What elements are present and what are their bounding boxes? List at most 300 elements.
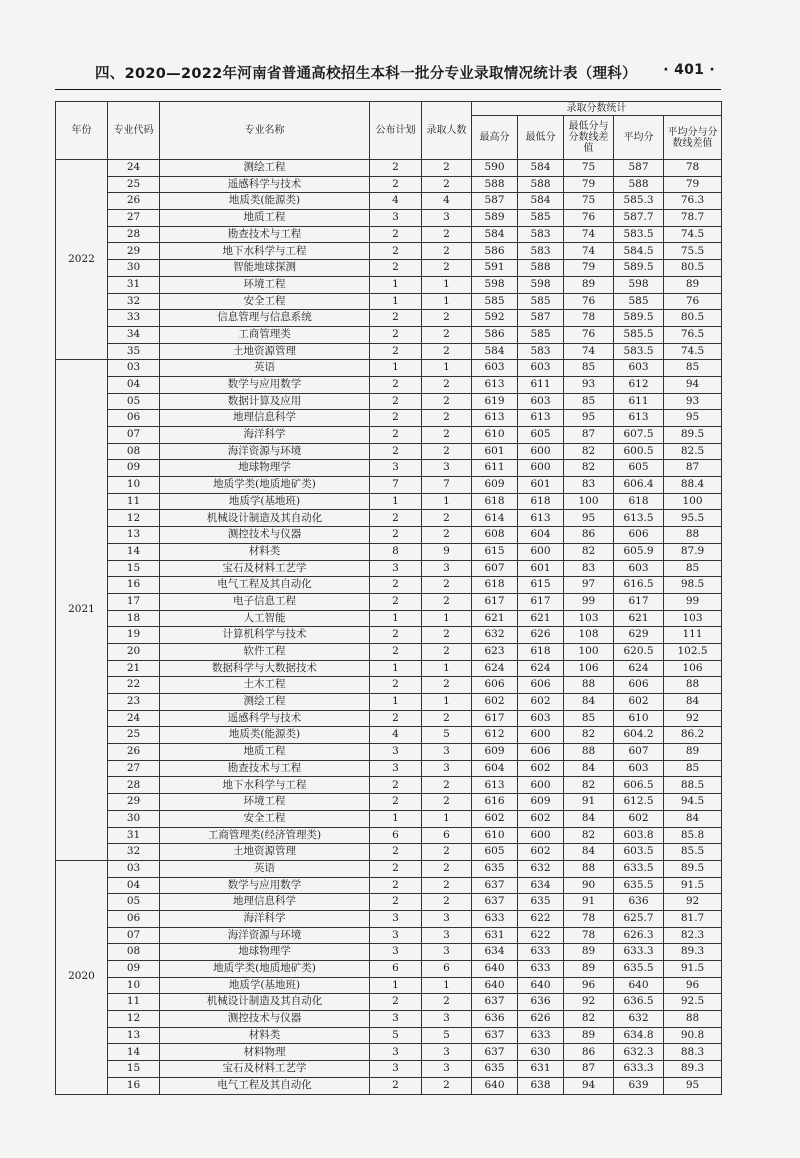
avg-diff-cell: 76: [664, 293, 722, 310]
plan-cell: 1: [370, 610, 422, 627]
min-cell: 609: [518, 794, 564, 811]
admitted-cell: 2: [422, 326, 472, 343]
avg-cell: 629: [614, 627, 664, 644]
code-cell: 27: [108, 760, 160, 777]
avg-cell: 603: [614, 560, 664, 577]
plan-cell: 2: [370, 260, 422, 277]
name-cell: 工商管理类(经济管理类): [160, 827, 370, 844]
max-cell: 618: [472, 577, 518, 594]
admitted-cell: 3: [422, 744, 472, 761]
avg-cell: 612: [614, 376, 664, 393]
max-cell: 616: [472, 794, 518, 811]
min-cell: 601: [518, 560, 564, 577]
plan-cell: 3: [370, 760, 422, 777]
admitted-cell: 2: [422, 427, 472, 444]
avg-diff-cell: 74.5: [664, 343, 722, 360]
name-cell: 地理信息科学: [160, 894, 370, 911]
admitted-cell: 2: [422, 994, 472, 1011]
name-cell: 智能地球探测: [160, 260, 370, 277]
name-cell: 英语: [160, 860, 370, 877]
name-cell: 土地资源管理: [160, 343, 370, 360]
admitted-cell: 7: [422, 477, 472, 494]
max-cell: 640: [472, 1077, 518, 1094]
min-cell: 618: [518, 643, 564, 660]
avg-cell: 636.5: [614, 994, 664, 1011]
plan-cell: 2: [370, 844, 422, 861]
max-cell: 637: [472, 877, 518, 894]
code-cell: 20: [108, 643, 160, 660]
code-cell: 22: [108, 677, 160, 694]
min-cell: 598: [518, 276, 564, 293]
plan-cell: 2: [370, 510, 422, 527]
min-diff-cell: 78: [564, 927, 614, 944]
min-diff-cell: 84: [564, 844, 614, 861]
min-diff-cell: 106: [564, 660, 614, 677]
max-cell: 611: [472, 460, 518, 477]
admitted-cell: 2: [422, 176, 472, 193]
avg-cell: 616.5: [614, 577, 664, 594]
code-cell: 14: [108, 1044, 160, 1061]
code-cell: 29: [108, 794, 160, 811]
avg-diff-cell: 100: [664, 493, 722, 510]
table-row: [56, 376, 722, 393]
table-row: [56, 443, 722, 460]
admitted-cell: 1: [422, 977, 472, 994]
name-cell: 地下水科学与工程: [160, 777, 370, 794]
code-cell: 08: [108, 443, 160, 460]
min-cell: 585: [518, 210, 564, 227]
code-cell: 19: [108, 627, 160, 644]
name-cell: 地质学(基地班): [160, 493, 370, 510]
admitted-cell: 1: [422, 293, 472, 310]
code-cell: 05: [108, 894, 160, 911]
admitted-cell: 2: [422, 577, 472, 594]
admitted-cell: 2: [422, 894, 472, 911]
code-cell: 34: [108, 326, 160, 343]
code-cell: 18: [108, 610, 160, 627]
admitted-cell: 2: [422, 527, 472, 544]
admitted-cell: 2: [422, 226, 472, 243]
min-diff-cell: 74: [564, 343, 614, 360]
max-cell: 618: [472, 493, 518, 510]
avg-cell: 583.5: [614, 343, 664, 360]
admitted-cell: 2: [422, 243, 472, 260]
table-row: [56, 210, 722, 227]
plan-cell: 6: [370, 827, 422, 844]
avg-diff-cell: 92: [664, 710, 722, 727]
min-cell: 584: [518, 160, 564, 177]
table-row: [56, 527, 722, 544]
code-cell: 25: [108, 176, 160, 193]
admitted-cell: 2: [422, 777, 472, 794]
table-row: [56, 977, 722, 994]
admitted-cell: 1: [422, 493, 472, 510]
year-cell: 2020: [56, 860, 108, 1094]
avg-cell: 626.3: [614, 927, 664, 944]
code-cell: 08: [108, 944, 160, 961]
table-row: [56, 326, 722, 343]
avg-cell: 606.5: [614, 777, 664, 794]
min-cell: 605: [518, 427, 564, 444]
name-cell: 地下水科学与工程: [160, 243, 370, 260]
admitted-cell: 1: [422, 660, 472, 677]
code-cell: 10: [108, 477, 160, 494]
col-header-admitted: 录取人数: [422, 102, 472, 160]
avg-diff-cell: 95.5: [664, 510, 722, 527]
plan-cell: 2: [370, 677, 422, 694]
avg-cell: 606: [614, 677, 664, 694]
table-row: [56, 543, 722, 560]
admitted-cell: 5: [422, 1027, 472, 1044]
code-cell: 06: [108, 910, 160, 927]
plan-cell: 1: [370, 660, 422, 677]
plan-cell: 3: [370, 927, 422, 944]
min-diff-cell: 82: [564, 543, 614, 560]
min-cell: 632: [518, 860, 564, 877]
admitted-cell: 3: [422, 760, 472, 777]
min-cell: 636: [518, 994, 564, 1011]
avg-diff-cell: 88: [664, 677, 722, 694]
avg-diff-cell: 85.8: [664, 827, 722, 844]
table-row: [56, 877, 722, 894]
min-cell: 603: [518, 710, 564, 727]
code-cell: 35: [108, 343, 160, 360]
max-cell: 586: [472, 326, 518, 343]
avg-cell: 632.3: [614, 1044, 664, 1061]
col-header-year: 年份: [56, 102, 108, 160]
min-diff-cell: 87: [564, 1061, 614, 1078]
admitted-cell: 3: [422, 210, 472, 227]
min-cell: 631: [518, 1061, 564, 1078]
min-cell: 633: [518, 961, 564, 978]
table-row: [56, 243, 722, 260]
table-row: [56, 643, 722, 660]
col-header-score-group: 录取分数统计: [472, 102, 722, 116]
max-cell: 635: [472, 860, 518, 877]
name-cell: 宝石及材料工艺学: [160, 1061, 370, 1078]
admitted-cell: 2: [422, 643, 472, 660]
avg-diff-cell: 76.5: [664, 326, 722, 343]
code-cell: 07: [108, 427, 160, 444]
avg-cell: 585.3: [614, 193, 664, 210]
code-cell: 24: [108, 710, 160, 727]
code-cell: 27: [108, 210, 160, 227]
plan-cell: 2: [370, 710, 422, 727]
min-diff-cell: 94: [564, 1077, 614, 1094]
admitted-cell: 1: [422, 694, 472, 711]
col-header-plan: 公布计划: [370, 102, 422, 160]
max-cell: 584: [472, 226, 518, 243]
admitted-cell: 3: [422, 1061, 472, 1078]
name-cell: 材料类: [160, 1027, 370, 1044]
plan-cell: 1: [370, 810, 422, 827]
max-cell: 635: [472, 1061, 518, 1078]
plan-cell: 2: [370, 527, 422, 544]
plan-cell: 1: [370, 293, 422, 310]
code-cell: 03: [108, 860, 160, 877]
avg-diff-cell: 88.4: [664, 477, 722, 494]
table-row: [56, 310, 722, 327]
min-cell: 613: [518, 410, 564, 427]
avg-diff-cell: 88: [664, 1011, 722, 1028]
avg-cell: 621: [614, 610, 664, 627]
min-cell: 613: [518, 510, 564, 527]
min-diff-cell: 95: [564, 510, 614, 527]
avg-cell: 640: [614, 977, 664, 994]
min-diff-cell: 103: [564, 610, 614, 627]
min-cell: 617: [518, 593, 564, 610]
max-cell: 607: [472, 560, 518, 577]
max-cell: 610: [472, 427, 518, 444]
plan-cell: 5: [370, 1027, 422, 1044]
min-diff-cell: 89: [564, 944, 614, 961]
avg-cell: 585.5: [614, 326, 664, 343]
table-row: [56, 360, 722, 377]
max-cell: 637: [472, 1027, 518, 1044]
year-cell: 2022: [56, 160, 108, 360]
name-cell: 测绘工程: [160, 160, 370, 177]
max-cell: 609: [472, 477, 518, 494]
avg-cell: 620.5: [614, 643, 664, 660]
min-cell: 603: [518, 360, 564, 377]
avg-diff-cell: 95: [664, 1077, 722, 1094]
admitted-cell: 1: [422, 360, 472, 377]
name-cell: 数学与应用数学: [160, 376, 370, 393]
code-cell: 28: [108, 777, 160, 794]
code-cell: 17: [108, 593, 160, 610]
max-cell: 603: [472, 360, 518, 377]
avg-diff-cell: 86.2: [664, 727, 722, 744]
avg-cell: 610: [614, 710, 664, 727]
min-diff-cell: 83: [564, 560, 614, 577]
min-diff-cell: 90: [564, 877, 614, 894]
avg-cell: 633.3: [614, 1061, 664, 1078]
col-header-code: 专业代码: [108, 102, 160, 160]
table-row: [56, 160, 722, 177]
name-cell: 地球物理学: [160, 944, 370, 961]
min-diff-cell: 92: [564, 994, 614, 1011]
table-row: [56, 961, 722, 978]
avg-cell: 603.5: [614, 844, 664, 861]
avg-diff-cell: 89.5: [664, 860, 722, 877]
avg-diff-cell: 89.3: [664, 944, 722, 961]
admitted-cell: 3: [422, 927, 472, 944]
min-cell: 603: [518, 393, 564, 410]
code-cell: 07: [108, 927, 160, 944]
avg-cell: 618: [614, 493, 664, 510]
min-diff-cell: 75: [564, 160, 614, 177]
avg-diff-cell: 111: [664, 627, 722, 644]
max-cell: 608: [472, 527, 518, 544]
min-cell: 615: [518, 577, 564, 594]
table-row: [56, 627, 722, 644]
table-row: [56, 994, 722, 1011]
admitted-cell: 2: [422, 260, 472, 277]
col-header-avg-diff: 平均分与分数线差值: [664, 116, 722, 160]
max-cell: 585: [472, 293, 518, 310]
avg-diff-cell: 79: [664, 176, 722, 193]
plan-cell: 3: [370, 1011, 422, 1028]
max-cell: 640: [472, 977, 518, 994]
code-cell: 04: [108, 877, 160, 894]
min-diff-cell: 82: [564, 1011, 614, 1028]
min-diff-cell: 97: [564, 577, 614, 594]
avg-diff-cell: 106: [664, 660, 722, 677]
code-cell: 24: [108, 160, 160, 177]
min-cell: 621: [518, 610, 564, 627]
admitted-cell: 2: [422, 627, 472, 644]
avg-cell: 607.5: [614, 427, 664, 444]
avg-diff-cell: 98.5: [664, 577, 722, 594]
table-row: [56, 427, 722, 444]
table-row: [56, 660, 722, 677]
table-row: [56, 944, 722, 961]
plan-cell: 2: [370, 860, 422, 877]
name-cell: 海洋资源与环境: [160, 443, 370, 460]
max-cell: 613: [472, 376, 518, 393]
min-diff-cell: 85: [564, 393, 614, 410]
max-cell: 604: [472, 760, 518, 777]
max-cell: 615: [472, 543, 518, 560]
avg-cell: 624: [614, 660, 664, 677]
name-cell: 测绘工程: [160, 694, 370, 711]
name-cell: 测控技术与仪器: [160, 527, 370, 544]
name-cell: 地质工程: [160, 210, 370, 227]
plan-cell: 4: [370, 193, 422, 210]
plan-cell: 2: [370, 326, 422, 343]
col-header-min-diff: 最低分与分数线差值: [564, 116, 614, 160]
plan-cell: 7: [370, 477, 422, 494]
min-cell: 584: [518, 193, 564, 210]
name-cell: 安全工程: [160, 810, 370, 827]
min-diff-cell: 76: [564, 293, 614, 310]
table-row: [56, 343, 722, 360]
min-diff-cell: 89: [564, 276, 614, 293]
table-row: [56, 860, 722, 877]
max-cell: 617: [472, 710, 518, 727]
name-cell: 土地资源管理: [160, 844, 370, 861]
name-cell: 土木工程: [160, 677, 370, 694]
table-row: [56, 710, 722, 727]
name-cell: 宝石及材料工艺学: [160, 560, 370, 577]
max-cell: 632: [472, 627, 518, 644]
max-cell: 587: [472, 193, 518, 210]
avg-cell: 607: [614, 744, 664, 761]
min-diff-cell: 91: [564, 894, 614, 911]
avg-diff-cell: 82.5: [664, 443, 722, 460]
name-cell: 地质类(能源类): [160, 193, 370, 210]
avg-diff-cell: 75.5: [664, 243, 722, 260]
plan-cell: 2: [370, 160, 422, 177]
table-row: [56, 677, 722, 694]
code-cell: 32: [108, 293, 160, 310]
table-row: [56, 276, 722, 293]
admitted-cell: 3: [422, 1044, 472, 1061]
min-diff-cell: 89: [564, 961, 614, 978]
min-cell: 640: [518, 977, 564, 994]
name-cell: 机械设计制造及其自动化: [160, 994, 370, 1011]
plan-cell: 3: [370, 460, 422, 477]
plan-cell: 3: [370, 1061, 422, 1078]
max-cell: 631: [472, 927, 518, 944]
page-number: · 401 ·: [663, 62, 715, 78]
min-diff-cell: 88: [564, 860, 614, 877]
avg-cell: 589.5: [614, 260, 664, 277]
plan-cell: 3: [370, 560, 422, 577]
min-cell: 622: [518, 927, 564, 944]
min-cell: 638: [518, 1077, 564, 1094]
min-cell: 587: [518, 310, 564, 327]
avg-diff-cell: 78.7: [664, 210, 722, 227]
code-cell: 13: [108, 1027, 160, 1044]
avg-diff-cell: 89: [664, 744, 722, 761]
avg-cell: 600.5: [614, 443, 664, 460]
table-row: [56, 477, 722, 494]
avg-diff-cell: 85: [664, 760, 722, 777]
code-cell: 06: [108, 410, 160, 427]
admitted-cell: 2: [422, 376, 472, 393]
name-cell: 地质学类(地质地矿类): [160, 961, 370, 978]
page-header: [55, 58, 715, 88]
code-cell: 15: [108, 1061, 160, 1078]
avg-cell: 603: [614, 360, 664, 377]
avg-cell: 603.8: [614, 827, 664, 844]
min-cell: 600: [518, 443, 564, 460]
avg-cell: 636: [614, 894, 664, 911]
name-cell: 海洋科学: [160, 910, 370, 927]
name-cell: 勘查技术与工程: [160, 760, 370, 777]
table-row: [56, 293, 722, 310]
avg-cell: 602: [614, 694, 664, 711]
min-diff-cell: 88: [564, 744, 614, 761]
min-cell: 626: [518, 627, 564, 644]
table-row: [56, 510, 722, 527]
avg-diff-cell: 94.5: [664, 794, 722, 811]
avg-diff-cell: 88: [664, 527, 722, 544]
name-cell: 数学与应用数学: [160, 877, 370, 894]
plan-cell: 3: [370, 210, 422, 227]
plan-cell: 3: [370, 944, 422, 961]
table-row: [56, 176, 722, 193]
table-row: [56, 694, 722, 711]
avg-cell: 583.5: [614, 226, 664, 243]
admitted-cell: 2: [422, 393, 472, 410]
admitted-cell: 2: [422, 710, 472, 727]
avg-diff-cell: 96: [664, 977, 722, 994]
min-cell: 633: [518, 1027, 564, 1044]
plan-cell: 1: [370, 977, 422, 994]
min-cell: 600: [518, 460, 564, 477]
plan-cell: 2: [370, 310, 422, 327]
max-cell: 617: [472, 593, 518, 610]
code-cell: 31: [108, 827, 160, 844]
code-cell: 04: [108, 376, 160, 393]
avg-diff-cell: 85: [664, 560, 722, 577]
plan-cell: 4: [370, 727, 422, 744]
avg-cell: 612.5: [614, 794, 664, 811]
plan-cell: 1: [370, 493, 422, 510]
name-cell: 电气工程及其自动化: [160, 1077, 370, 1094]
avg-diff-cell: 103: [664, 610, 722, 627]
avg-diff-cell: 85: [664, 360, 722, 377]
table-row: [56, 910, 722, 927]
avg-diff-cell: 91.5: [664, 877, 722, 894]
name-cell: 电气工程及其自动化: [160, 577, 370, 594]
avg-cell: 584.5: [614, 243, 664, 260]
code-cell: 11: [108, 493, 160, 510]
min-cell: 624: [518, 660, 564, 677]
plan-cell: 2: [370, 226, 422, 243]
